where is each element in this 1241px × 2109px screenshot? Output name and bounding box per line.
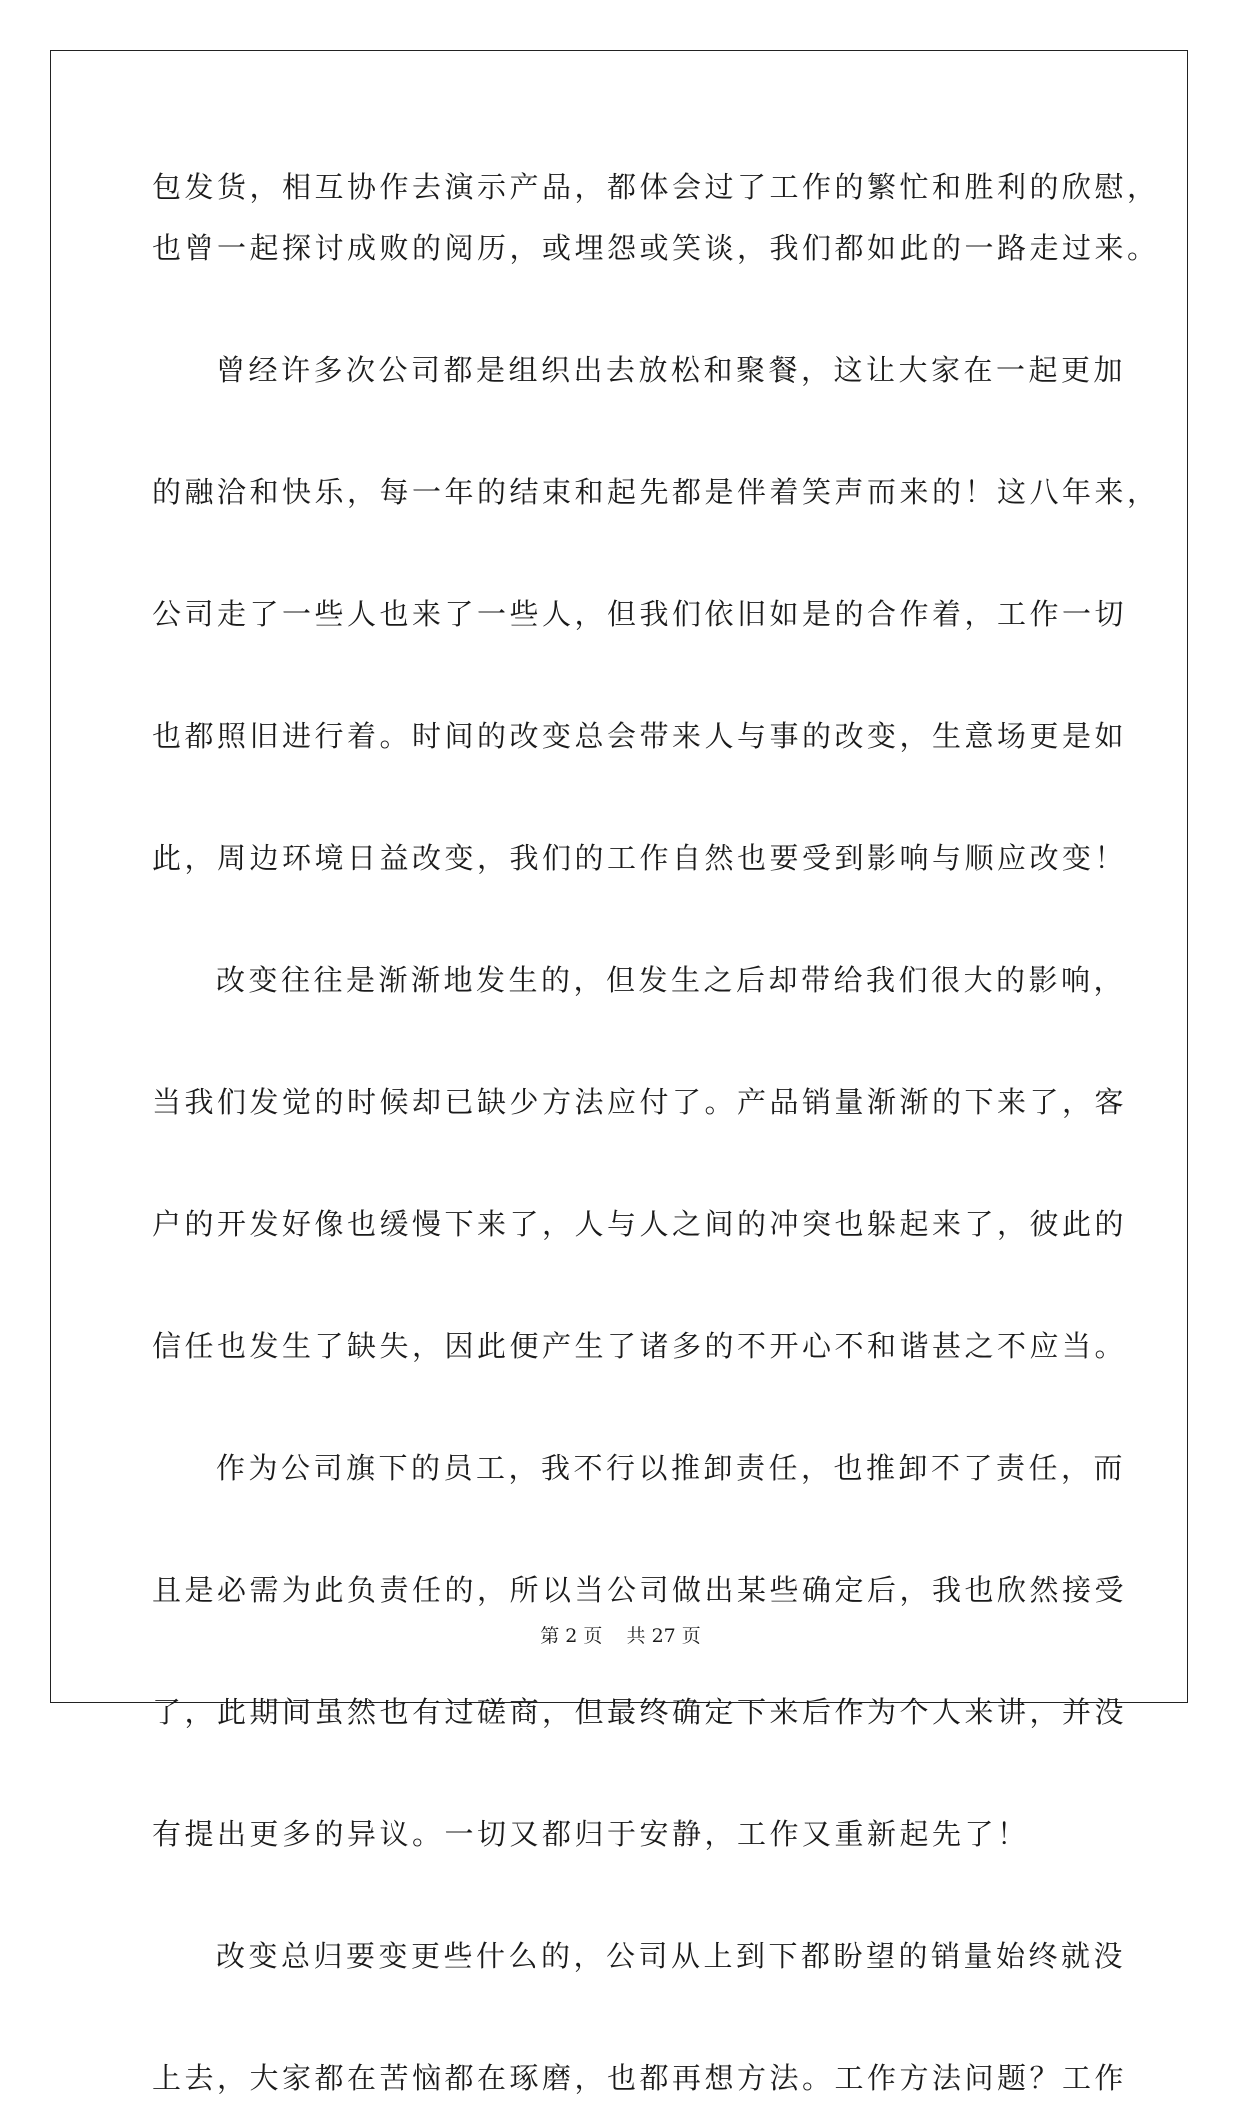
text-line-10: 户的开发好像也缓慢下来了，人与人之间的冲突也躲起来了，彼此的 xyxy=(152,1207,1128,1241)
text-line-6: 也都照旧进行着。时间的改变总会带来人与事的改变，生意场更是如 xyxy=(152,719,1128,753)
text-line-4: 的融洽和快乐，每一年的结束和起先都是伴着笑声而来的！这八年来， xyxy=(152,475,1160,509)
document-body xyxy=(152,157,1160,2109)
paragraph-start-line: 改变往往是渐渐地发生的，但发生之后却带给我们很大的影响， xyxy=(216,963,1127,997)
paragraph-start-line: 作为公司旗下的员工，我不行以推卸责任，也推卸不了责任，而 xyxy=(216,1451,1127,1485)
page-number-footer: 第 2 页 共 27 页 xyxy=(540,1625,701,1647)
text-line-17: 上去，大家都在苦恼都在琢磨，也都再想方法。工作方法问题？工作 xyxy=(152,2061,1128,2095)
text-line-2: 也曾一起探讨成败的阅历，或埋怨或笑谈，我们都如此的一路走过来。 xyxy=(152,231,1160,265)
text-line-15: 有提出更多的异议。一切又都归于安静，工作又重新起先了！ xyxy=(152,1817,1030,1851)
text-line-5: 公司走了一些人也来了一些人，但我们依旧如是的合作着，工作一切 xyxy=(152,597,1128,631)
paragraph-start-line: 改变总归要变更些什么的，公司从上到下都盼望的销量始终就没 xyxy=(216,1939,1127,1973)
text-line-14: 了，此期间虽然也有过磋商，但最终确定下来后作为个人来讲，并没 xyxy=(152,1695,1128,1729)
text-line-1: 包发货，相互协作去演示产品，都体会过了工作的繁忙和胜利的欣慰， xyxy=(152,170,1160,204)
text-line-7: 此，周边环境日益改变，我们的工作自然也要受到影响与顺应改变！ xyxy=(152,841,1128,875)
text-line-11: 信任也发生了缺失，因此便产生了诸多的不开心不和谐甚之不应当。 xyxy=(152,1329,1128,1363)
paragraph-start-line: 曾经许多次公司都是组织出去放松和聚餐，这让大家在一起更加 xyxy=(216,353,1127,387)
text-line-13: 且是必需为此负责任的，所以当公司做出某些确定后，我也欣然接受 xyxy=(152,1573,1128,1607)
text-line-9: 当我们发觉的时候却已缺少方法应付了。产品销量渐渐的下来了，客 xyxy=(152,1085,1128,1119)
